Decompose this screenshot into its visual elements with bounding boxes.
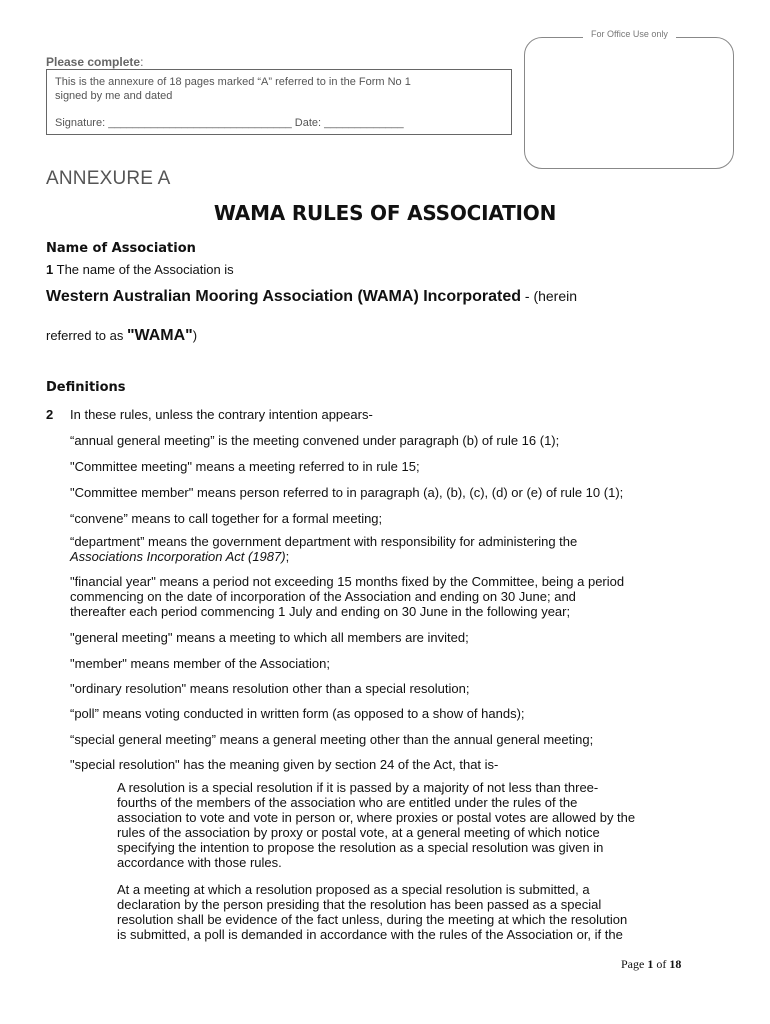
rule-1-line: 1 The name of the Association is — [46, 262, 234, 277]
page-title: WAMA RULES OF ASSOCIATION — [213, 201, 557, 225]
special-resolution-paragraph-2: At a meeting at which a resolution proposed as a special resolution is submitted, a declaration by the person presiding that the resolution has been passed as a special resolution shall be evidence of the fact unless, during the meeting at which the resolution is submitted, a poll is demanded in accordance with the rules of the Association or, if the — [117, 882, 628, 942]
definition-item: “poll” means voting conducted in written form (as opposed to a show of hands); — [70, 706, 525, 721]
definition-financial-year: "financial year" means a period not exceeding 15 months fixed by the Committee, being a period commencing on the date of incorporation of the Association and ending on 30 June; and thereafter each period commencing 1 July and ending on 30 June in the following year; — [70, 574, 625, 619]
definition-item: “annual general meeting” is the meeting convened under paragraph (b) of rule 16 (1); — [70, 433, 560, 448]
definition-item: "member" means member of the Association; — [70, 656, 330, 671]
referred-as-line: referred to as "WAMA") — [46, 327, 198, 344]
rule-2-intro: In these rules, unless the contrary intention appears- — [70, 407, 373, 422]
annexure-statement-line1: This is the annexure of 18 pages marked “A” referred to in the Form No 1 — [55, 76, 411, 88]
association-name: Western Australian Mooring Association (WAMA) Incorporated - (herein — [46, 288, 578, 305]
rule-2-number: 2 — [46, 407, 54, 422]
definition-item: “special general meeting” means a general meeting other than the annual general meeting; — [70, 732, 594, 747]
definition-item: "Committee meeting" means a meeting referred to in rule 15; — [70, 459, 420, 474]
office-use-box — [524, 37, 734, 169]
signature-date-line: Signature: ______________________________ Date: _____________ — [55, 117, 404, 129]
name-of-association-heading: Name of Association — [46, 241, 196, 256]
please-complete-heading: Please complete: — [46, 55, 144, 69]
definition-item: “convene” means to call together for a formal meeting; — [70, 511, 383, 526]
definition-item: "special resolution" has the meaning given by section 24 of the Act, that is- — [70, 757, 499, 772]
definition-item: "general meeting" means a meeting to which all members are invited; — [70, 630, 469, 645]
definitions-heading: Definitions — [46, 380, 126, 395]
office-use-label: For Office Use only — [583, 29, 676, 39]
completion-box — [46, 69, 512, 135]
definition-item: "ordinary resolution" means resolution other than a special resolution; — [70, 681, 470, 696]
annexure-statement-line2: signed by me and dated — [55, 90, 173, 102]
definition-item: "Committee member" means person referred to in paragraph (a), (b), (c), (d) or (e) of rule 10 (1); — [70, 485, 624, 500]
annexure-label: ANNEXURE A — [46, 168, 171, 189]
page-number: Page 1 of 18 — [621, 957, 682, 971]
special-resolution-paragraph-1: A resolution is a special resolution if it is passed by a majority of not less than three- fourths of the members of the association who are entitled under the rules of the association to vote and vote in person or, where proxies or postal votes are allowed by the rules of the association by proxy or postal vote, at a general meeting of which notice specifying the intention to propose the resolution as a special resolution was given in accordance with those rules. — [117, 780, 636, 870]
definition-department: “department” means the government department with responsibility for administering the Associations Incorporation Act (1987); — [70, 534, 578, 564]
